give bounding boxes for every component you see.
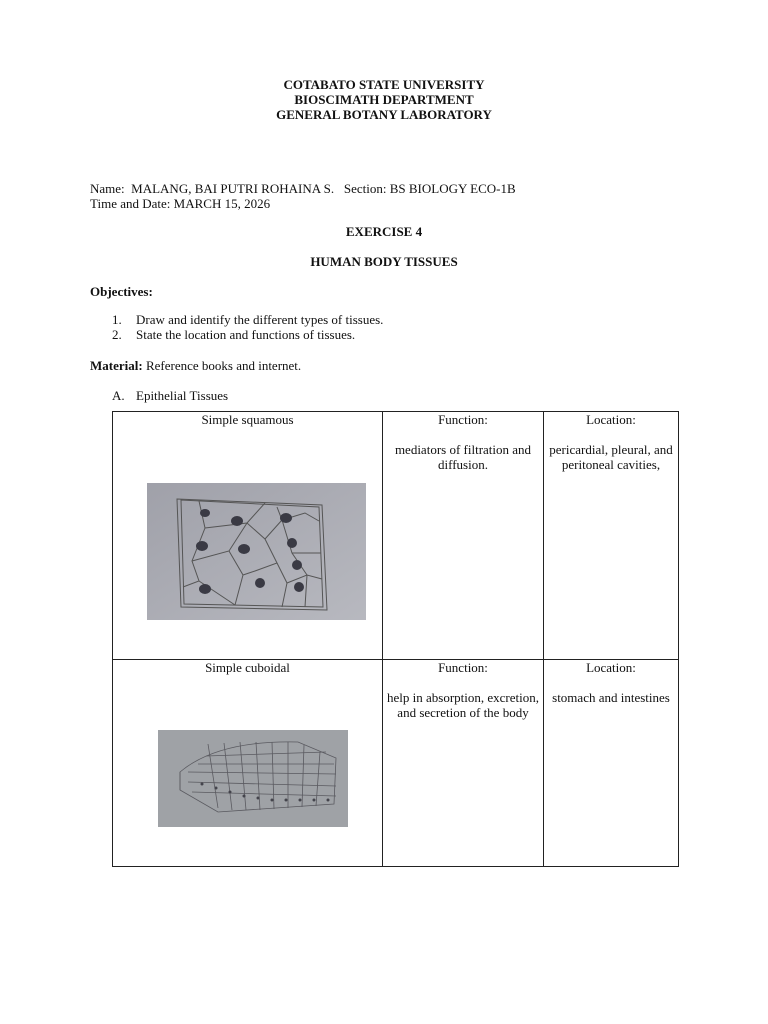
name-value: MALANG, BAI PUTRI ROHAINA S. [131, 181, 335, 196]
function-label: Function: [438, 412, 488, 427]
table-row [113, 412, 679, 660]
date-label: Time and Date: [90, 196, 171, 211]
tissue-cell [113, 660, 383, 867]
material-text: Reference books and internet. [145, 358, 302, 373]
university-name: COTABATO STATE UNIVERSITY [283, 77, 485, 92]
function-text: mediators of filtration and diffusion. [394, 442, 532, 472]
simple-squamous-drawing [147, 483, 366, 620]
function-text: help in absorption, excretion, and secretion of the body [387, 690, 539, 720]
table-row [113, 660, 679, 867]
objectives-list [112, 312, 383, 342]
section-label: Section: [343, 181, 387, 196]
name-label: Name: [90, 181, 125, 196]
tissue-name: Simple cuboidal [205, 660, 290, 675]
material-line [90, 358, 301, 373]
function-cell [383, 660, 544, 867]
function-label: Function: [438, 660, 488, 675]
location-cell [544, 412, 679, 660]
location-label: Location: [586, 412, 636, 427]
objective-item: 1. Draw and identify the different types of tissues. [112, 312, 384, 327]
location-text: pericardial, pleural, and peritoneal cavities, [549, 442, 673, 472]
objective-item: 2. State the location and functions of tissues. [112, 327, 356, 342]
department-name: BIOSCIMATH DEPARTMENT [294, 92, 474, 107]
material-label: Material: [90, 358, 143, 373]
function-cell [383, 412, 544, 660]
location-cell [544, 660, 679, 867]
location-text: stomach and intestines [552, 690, 670, 705]
document-header [0, 77, 768, 122]
date-value: MARCH 15, 2026 [173, 196, 271, 211]
tissue-cell [113, 412, 383, 660]
epithelial-tissues-table [112, 411, 679, 867]
name-line [90, 181, 516, 196]
section-a-heading: A. Epithelial Tissues [112, 388, 229, 403]
simple-cuboidal-drawing [158, 730, 348, 827]
exercise-number: EXERCISE 4 [345, 224, 423, 239]
laboratory-name: GENERAL BOTANY LABORATORY [276, 107, 492, 122]
date-line [90, 196, 270, 211]
objectives-heading: Objectives: [90, 284, 153, 299]
location-label: Location: [586, 660, 636, 675]
exercise-title: HUMAN BODY TISSUES [310, 254, 458, 269]
tissue-name: Simple squamous [201, 412, 294, 427]
section-value: BS BIOLOGY ECO-1B [389, 181, 516, 196]
